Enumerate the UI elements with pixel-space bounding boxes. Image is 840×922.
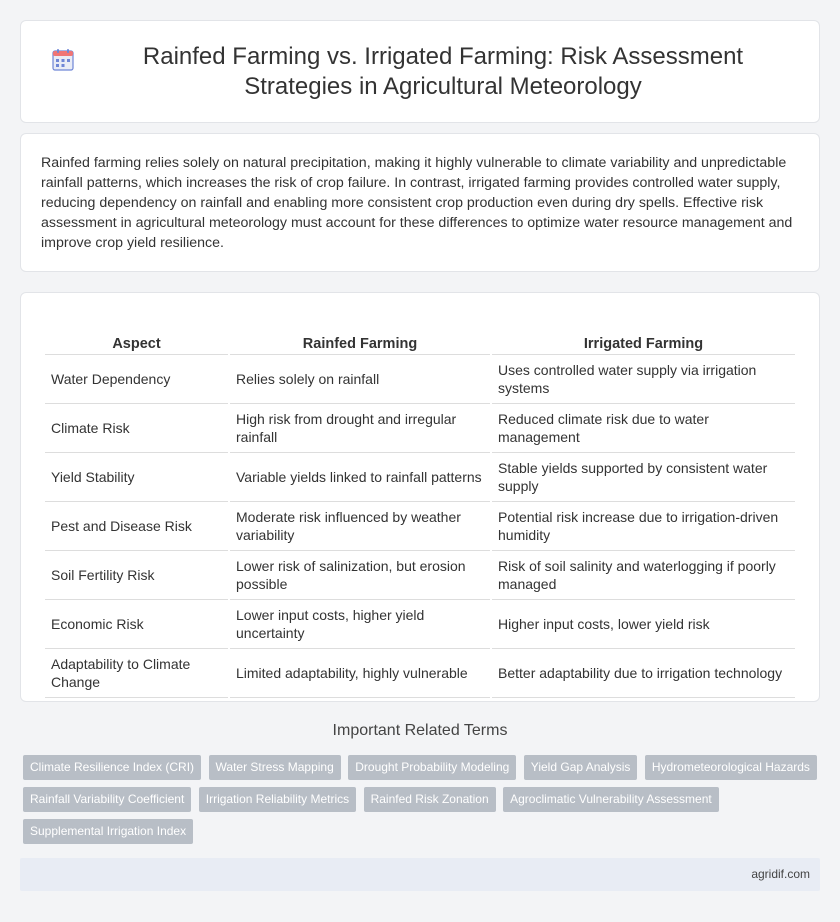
rainfed-cell: Lower input costs, higher yield uncertainty [230, 600, 490, 649]
table-header-row [45, 311, 795, 355]
related-term-tag[interactable]: Climate Resilience Index (CRI) [23, 755, 201, 780]
rainfed-cell: Moderate risk influenced by weather variability [230, 502, 490, 551]
aspect-cell: Economic Risk [45, 600, 228, 649]
table-row [45, 600, 795, 649]
header-aspect: Aspect [45, 311, 228, 355]
related-term-tag[interactable]: Water Stress Mapping [209, 755, 341, 780]
irrigated-cell: Stable yields supported by consistent water supply [492, 453, 795, 502]
related-term-tag[interactable]: Rainfed Risk Zonation [364, 787, 496, 812]
comparison-card [20, 292, 820, 702]
aspect-cell: Adaptability to Climate Change [45, 649, 228, 698]
related-term-tag[interactable]: Rainfall Variability Coefficient [23, 787, 191, 812]
footer [20, 858, 820, 891]
rainfed-cell: Relies solely on rainfall [230, 355, 490, 404]
related-term-tag[interactable]: Supplemental Irrigation Index [23, 819, 193, 844]
irrigated-cell: Reduced climate risk due to water management [492, 404, 795, 453]
related-terms-title: Important Related Terms [332, 722, 508, 739]
irrigated-cell: Better adaptability due to irrigation technology [492, 649, 795, 698]
intro-card [20, 133, 820, 272]
irrigated-cell: Potential risk increase due to irrigation-driven humidity [492, 502, 795, 551]
rainfed-cell: Limited adaptability, highly vulnerable [230, 649, 490, 698]
title-card [20, 20, 820, 123]
aspect-cell: Yield Stability [45, 453, 228, 502]
related-term-tag[interactable]: Irrigation Reliability Metrics [199, 787, 356, 812]
irrigated-cell: Higher input costs, lower yield risk [492, 600, 795, 649]
related-term-tag[interactable]: Yield Gap Analysis [524, 755, 638, 780]
table-row [45, 502, 795, 551]
table-row [45, 355, 795, 404]
irrigated-cell: Uses controlled water supply via irrigation systems [492, 355, 795, 404]
table-row [45, 551, 795, 600]
footer-site-link[interactable]: agridif.com [751, 867, 810, 881]
rainfed-cell: High risk from drought and irregular rainfall [230, 404, 490, 453]
aspect-cell: Soil Fertility Risk [45, 551, 228, 600]
table-row [45, 404, 795, 453]
related-term-tag[interactable]: Drought Probability Modeling [348, 755, 516, 780]
table-row [45, 649, 795, 698]
irrigated-cell: Risk of soil salinity and waterlogging if poorly managed [492, 551, 795, 600]
comparison-table [43, 311, 797, 698]
aspect-cell: Pest and Disease Risk [45, 502, 228, 551]
header-irrigated: Irrigated Farming [492, 311, 795, 355]
page-title: Rainfed Farming vs. Irrigated Farming: Risk Assessment Strategies in Agricultural Meteorology [142, 42, 744, 100]
related-term-tag[interactable]: Agroclimatic Vulnerability Assessment [503, 787, 719, 812]
calendar-icon [51, 48, 75, 72]
related-term-tag[interactable]: Hydrometeorological Hazards [645, 755, 817, 780]
table-row [45, 453, 795, 502]
aspect-cell: Climate Risk [45, 404, 228, 453]
aspect-cell: Water Dependency [45, 355, 228, 404]
header-rainfed: Rainfed Farming [230, 311, 490, 355]
related-terms-list [23, 755, 823, 851]
intro-paragraph: Rainfed farming relies solely on natural precipitation, making it highly vulnerable to climate variability and unpredictable rainfall patterns, which increases the risk of crop failure. In contrast, irrigated farming provides controlled water supply, reducing dependency on rainfall and enabling more consistent crop production even during dry spells. Effective risk assessment in agricultural meteorology must account for these differences to optimize water resource management and improve crop yield resilience. [41, 155, 793, 251]
rainfed-cell: Variable yields linked to rainfall patterns [230, 453, 490, 502]
rainfed-cell: Lower risk of salinization, but erosion possible [230, 551, 490, 600]
